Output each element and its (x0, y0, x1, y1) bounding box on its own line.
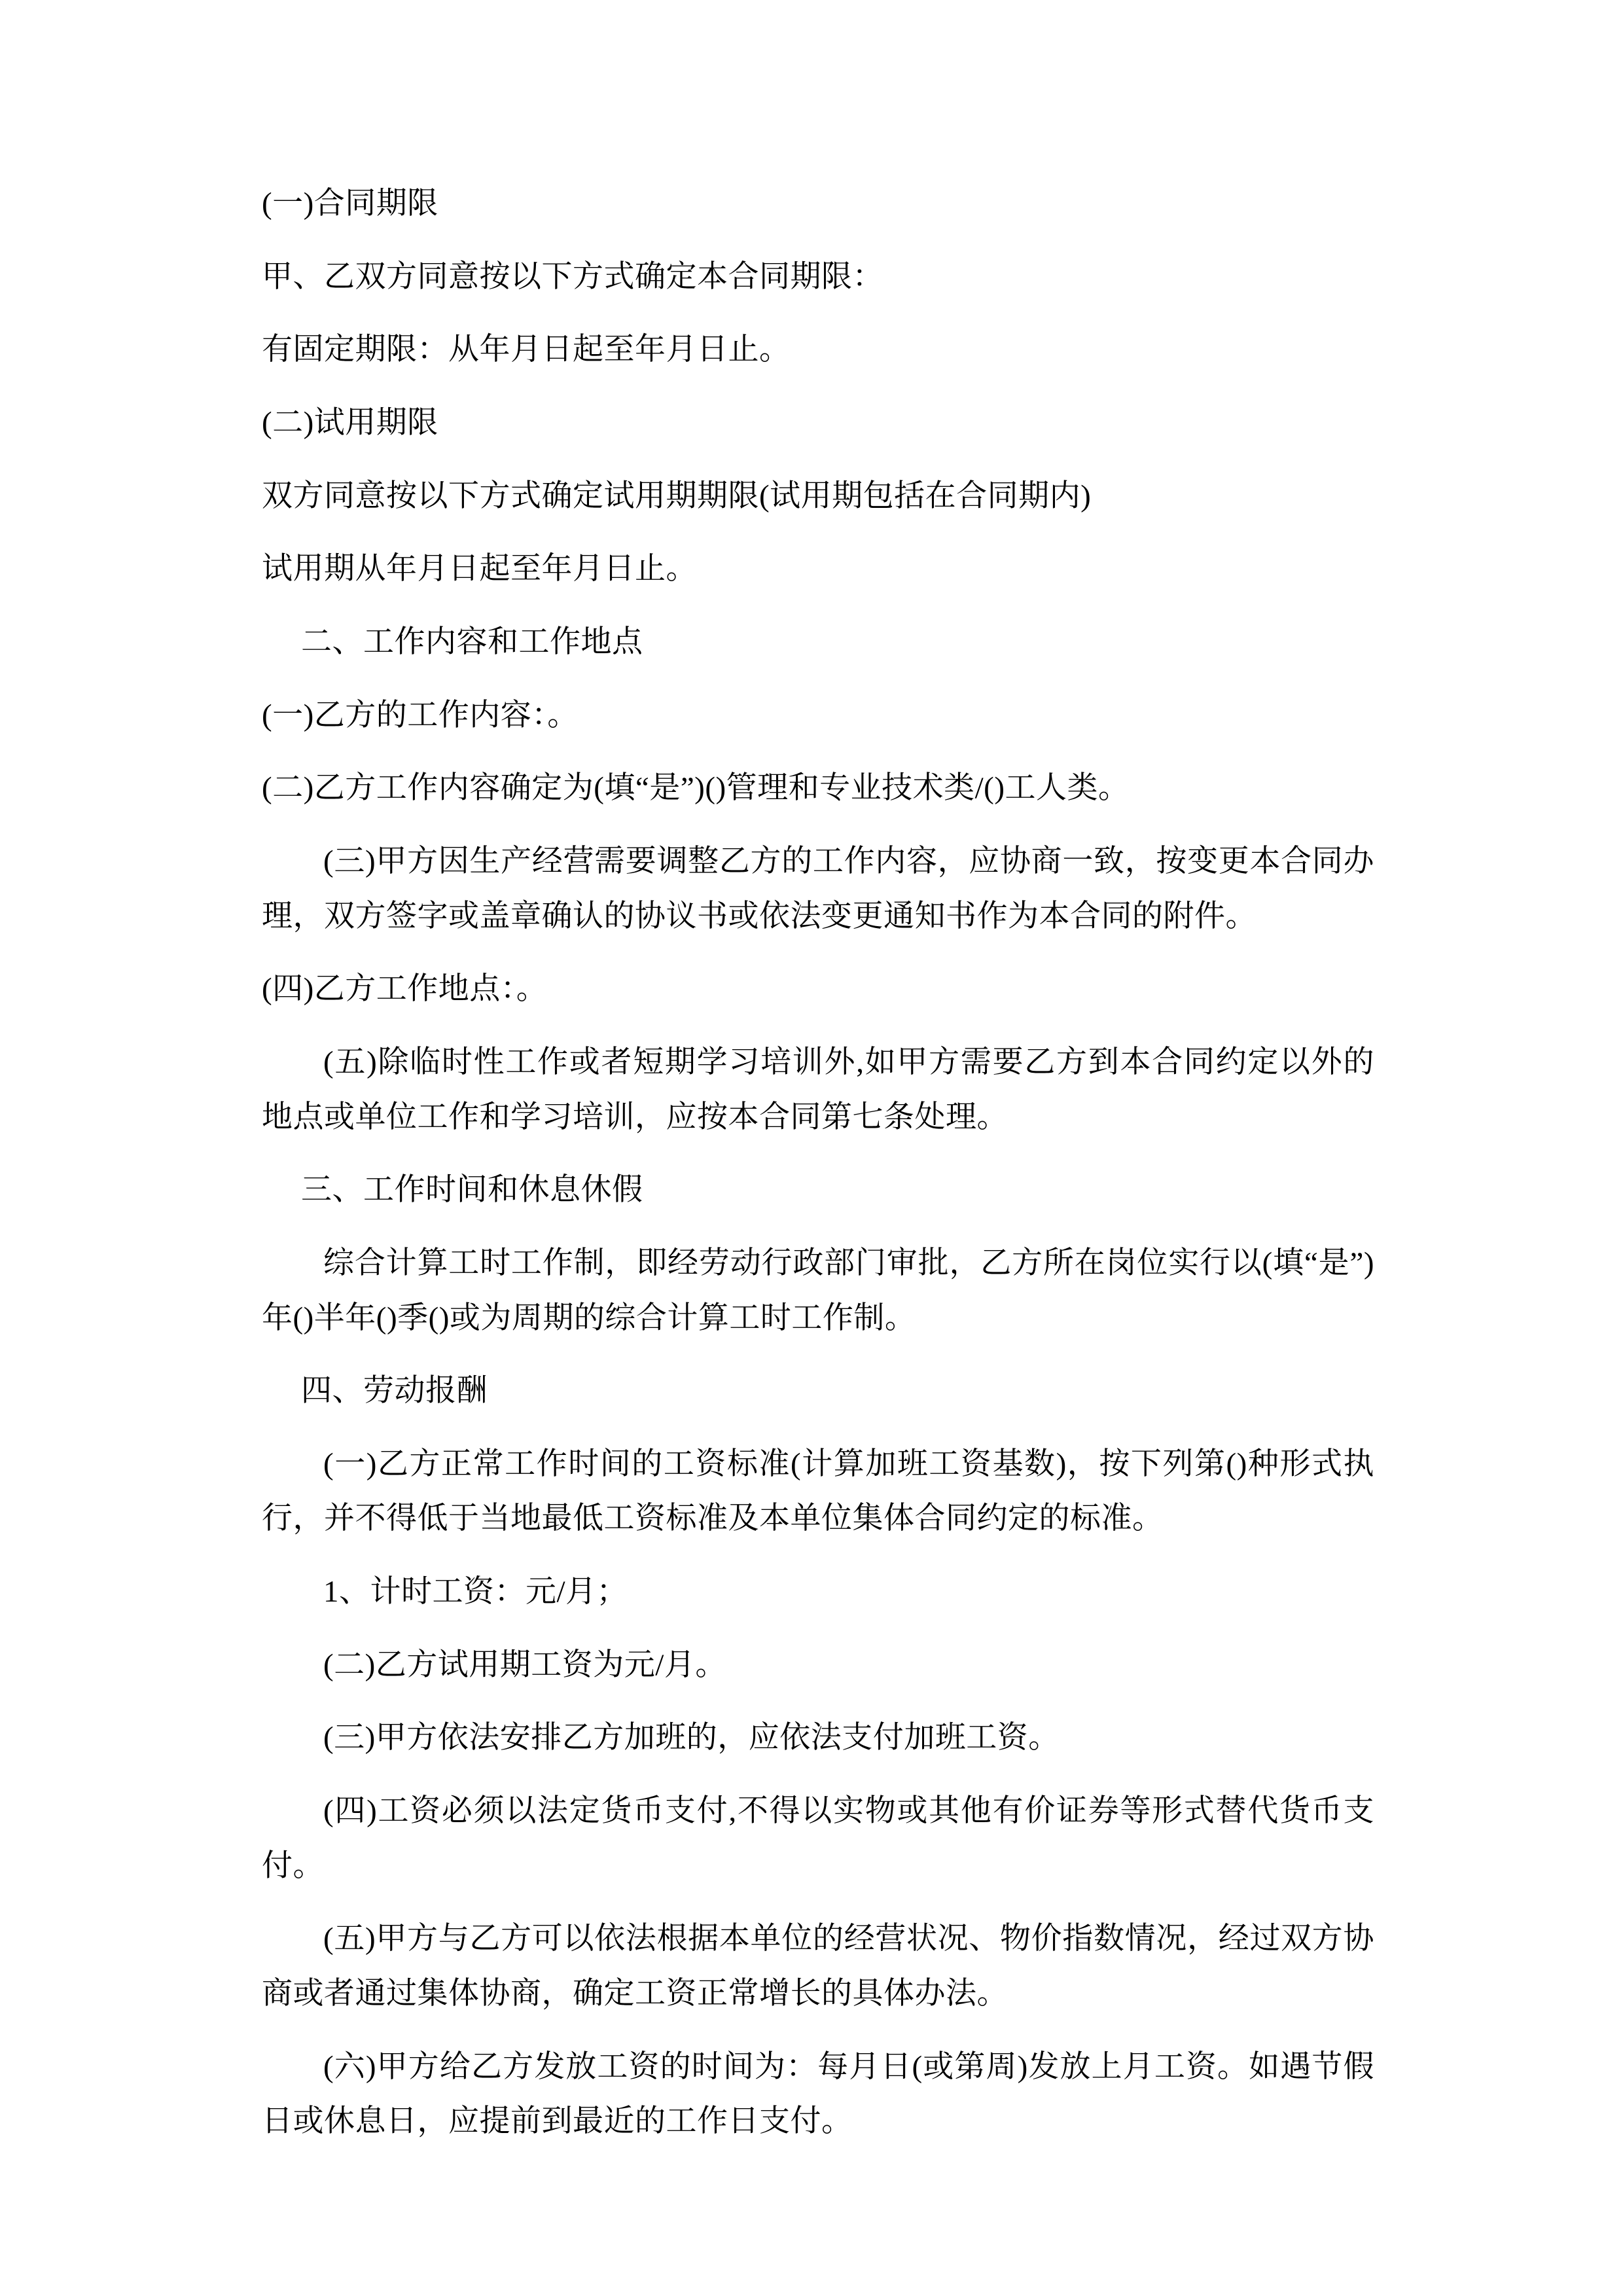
paragraph-pay-3: (三)甲方依法安排乙方加班的，应依法支付加班工资。 (323, 1721, 1060, 1755)
paragraph-fixed-term-line: 有固定期限：从年月日起至年月日止。 (262, 332, 791, 367)
paragraph-probation-line: 试用期从年月日起至年月日止。 (262, 552, 697, 586)
document-body (262, 177, 1374, 2168)
paragraph-work-content-5: (五)除临时性工作或者短期学习培训外,如甲方需要乙方到本合同约定以外的地点或单位工作和学习培训，应按本合同第七条处理。 (262, 1045, 1374, 1134)
paragraph-contract-term-heading: (一)合同期限 (262, 187, 438, 221)
paragraph-contract-term-intro: 甲、乙双方同意按以下方式确定本合同期限： (262, 259, 883, 294)
section-heading-three: 三、工作时间和休息休假 (301, 1173, 643, 1208)
paragraph-probation-heading: (二)试用期限 (262, 405, 438, 440)
paragraph-pay-1-1: 1、计时工资：元/月； (323, 1575, 628, 1609)
paragraph-work-content-3: (三)甲方因生产经营需要调整乙方的工作内容，应协商一致，按变更本合同办理，双方签字或盖章确认的协议书或依法变更通知书作为本合同的附件。 (262, 844, 1374, 933)
paragraph-pay-1: (一)乙方正常工作时间的工资标准(计算加班工资基数)，按下列第()种形式执行，并不得低于当地最低工资标准及本单位集体合同约定的标准。 (262, 1446, 1375, 1536)
paragraph-pay-5: (五)甲方与乙方可以依法根据本单位的经营状况、物价指数情况，经过双方协商或者通过集体协商，确定工资正常增长的具体办法。 (262, 1922, 1374, 2011)
paragraph-work-content-4: (四)乙方工作地点：。 (262, 972, 548, 1007)
paragraph-work-content-1: (一)乙方的工作内容：。 (262, 698, 579, 732)
paragraph-probation-intro: 双方同意按以下方式确定试用期期限(试用期包括在合同期内) (262, 478, 1092, 513)
section-heading-two: 二、工作内容和工作地点 (301, 624, 643, 659)
paragraph-pay-2: (二)乙方试用期工资为元/月。 (323, 1647, 726, 1682)
paragraph-work-content-2: (二)乙方工作内容确定为(填“是”)()管理和专业技术类/()工人类。 (262, 771, 1130, 806)
paragraph-pay-6: (六)甲方给乙方发放工资的时间为：每月日(或第周)发放上月工资。如遇节假日或休息日，应提前到最近的工作日支付。 (262, 2049, 1374, 2139)
section-heading-four: 四、劳动报酬 (301, 1374, 488, 1408)
paragraph-pay-4: (四)工资必须以法定货币支付,不得以实物或其他有价证券等形式替代货币支付。 (262, 1794, 1374, 1883)
paragraph-work-hours: 综合计算工时工作制，即经劳动行政部门审批，乙方所在岗位实行以(填“是”)年()半年()季()或为周期的综合计算工时工作制。 (262, 1246, 1374, 1335)
